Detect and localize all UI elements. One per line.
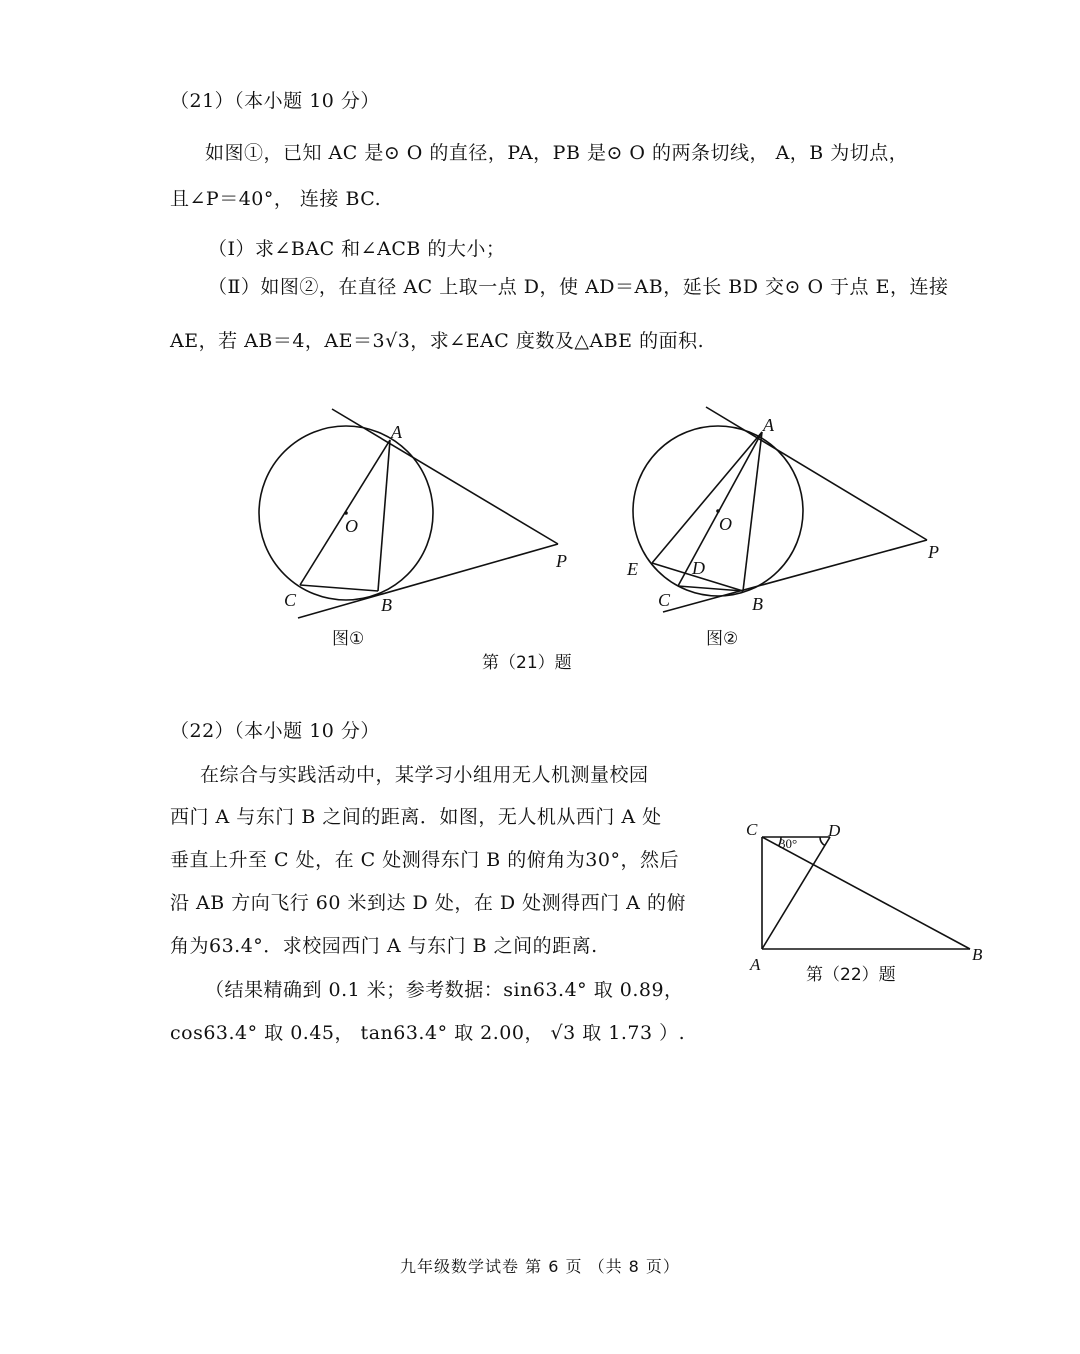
q21-header: （21）（本小题 10 分） xyxy=(170,90,380,112)
q22-text-line5: 角为63.4°．求校园西门 A 与东门 B 之间的距离. xyxy=(170,935,598,957)
q22-figure-caption: 第（22）题 xyxy=(806,965,896,985)
label-p: P xyxy=(928,542,939,562)
label-c: C xyxy=(658,590,671,610)
label-d: D xyxy=(828,821,841,840)
label-b: B xyxy=(972,945,983,964)
q21-part2-line1: （Ⅱ）如图②，在直径 AC 上取一点 D，使 AD＝AB，延长 BD 交⊙ O 于点 E，连接 xyxy=(208,276,949,298)
q22-note-line1: （结果精确到 0.1 米；参考数据：sin63.4° 取 0.89， xyxy=(205,979,684,1001)
center-dot xyxy=(344,511,348,515)
segment-ab xyxy=(378,440,390,591)
label-c: C xyxy=(746,820,758,839)
fig2-caption: 图② xyxy=(706,629,739,649)
q21-text-line1: 如图①，已知 AC 是⊙ O 的直径，PA，PB 是⊙ O 的两条切线， A，B 为切点， xyxy=(205,142,909,164)
q21-figure-caption: 第（21）题 xyxy=(482,653,572,673)
angle-label: 30° xyxy=(779,836,798,851)
q22-text-line1: 在综合与实践活动中，某学习小组用无人机测量校园 xyxy=(200,764,649,786)
label-a: A xyxy=(750,955,761,974)
q21-figure-2 xyxy=(615,395,965,624)
segment-da xyxy=(762,837,830,949)
label-a: A xyxy=(763,415,774,435)
label-p: P xyxy=(556,551,567,571)
tangent-pb xyxy=(298,544,558,618)
angle-arc-d xyxy=(820,837,825,846)
label-a: A xyxy=(391,422,402,442)
fig1-caption: 图① xyxy=(332,629,365,649)
q21-part1: （Ⅰ）求∠BAC 和∠ACB 的大小； xyxy=(208,238,506,260)
q21-figure-1 xyxy=(240,395,590,624)
q22-header: （22）（本小题 10 分） xyxy=(170,720,380,742)
tangent-pa xyxy=(332,409,558,544)
q21-text-line2: 且∠P＝40°， 连接 BC. xyxy=(170,188,382,210)
q22-note-line2: cos63.4° 取 0.45， tan63.4° 取 2.00， √3 取 1.73 ）. xyxy=(170,1022,686,1044)
label-c: C xyxy=(284,590,297,610)
label-b: B xyxy=(752,594,763,614)
q22-text-line2: 西门 A 与东门 B 之间的距离．如图，无人机从西门 A 处 xyxy=(170,806,662,828)
q22-text-line4: 沿 AB 方向飞行 60 米到达 D 处，在 D 处测得西门 A 的俯 xyxy=(170,892,686,914)
segment-bc xyxy=(300,585,378,591)
label-d: D xyxy=(692,558,705,578)
page-footer: 九年级数学试卷 第 6 页 （共 8 页） xyxy=(400,1257,680,1276)
segment-ab xyxy=(743,432,762,591)
label-e: E xyxy=(627,559,638,579)
segment-ae xyxy=(652,432,762,563)
label-o: O xyxy=(345,516,358,536)
q21-part2-line2: AE，若 AB＝4，AE＝3√3，求∠EAC 度数及△ABE 的面积. xyxy=(170,330,705,352)
center-dot xyxy=(716,509,720,513)
diameter-ac xyxy=(678,432,762,586)
label-b: B xyxy=(381,595,392,615)
q22-text-line3: 垂直上升至 C 处，在 C 处测得东门 B 的俯角为30°，然后 xyxy=(170,849,679,871)
label-o: O xyxy=(719,514,732,534)
segment-cb xyxy=(762,837,970,949)
